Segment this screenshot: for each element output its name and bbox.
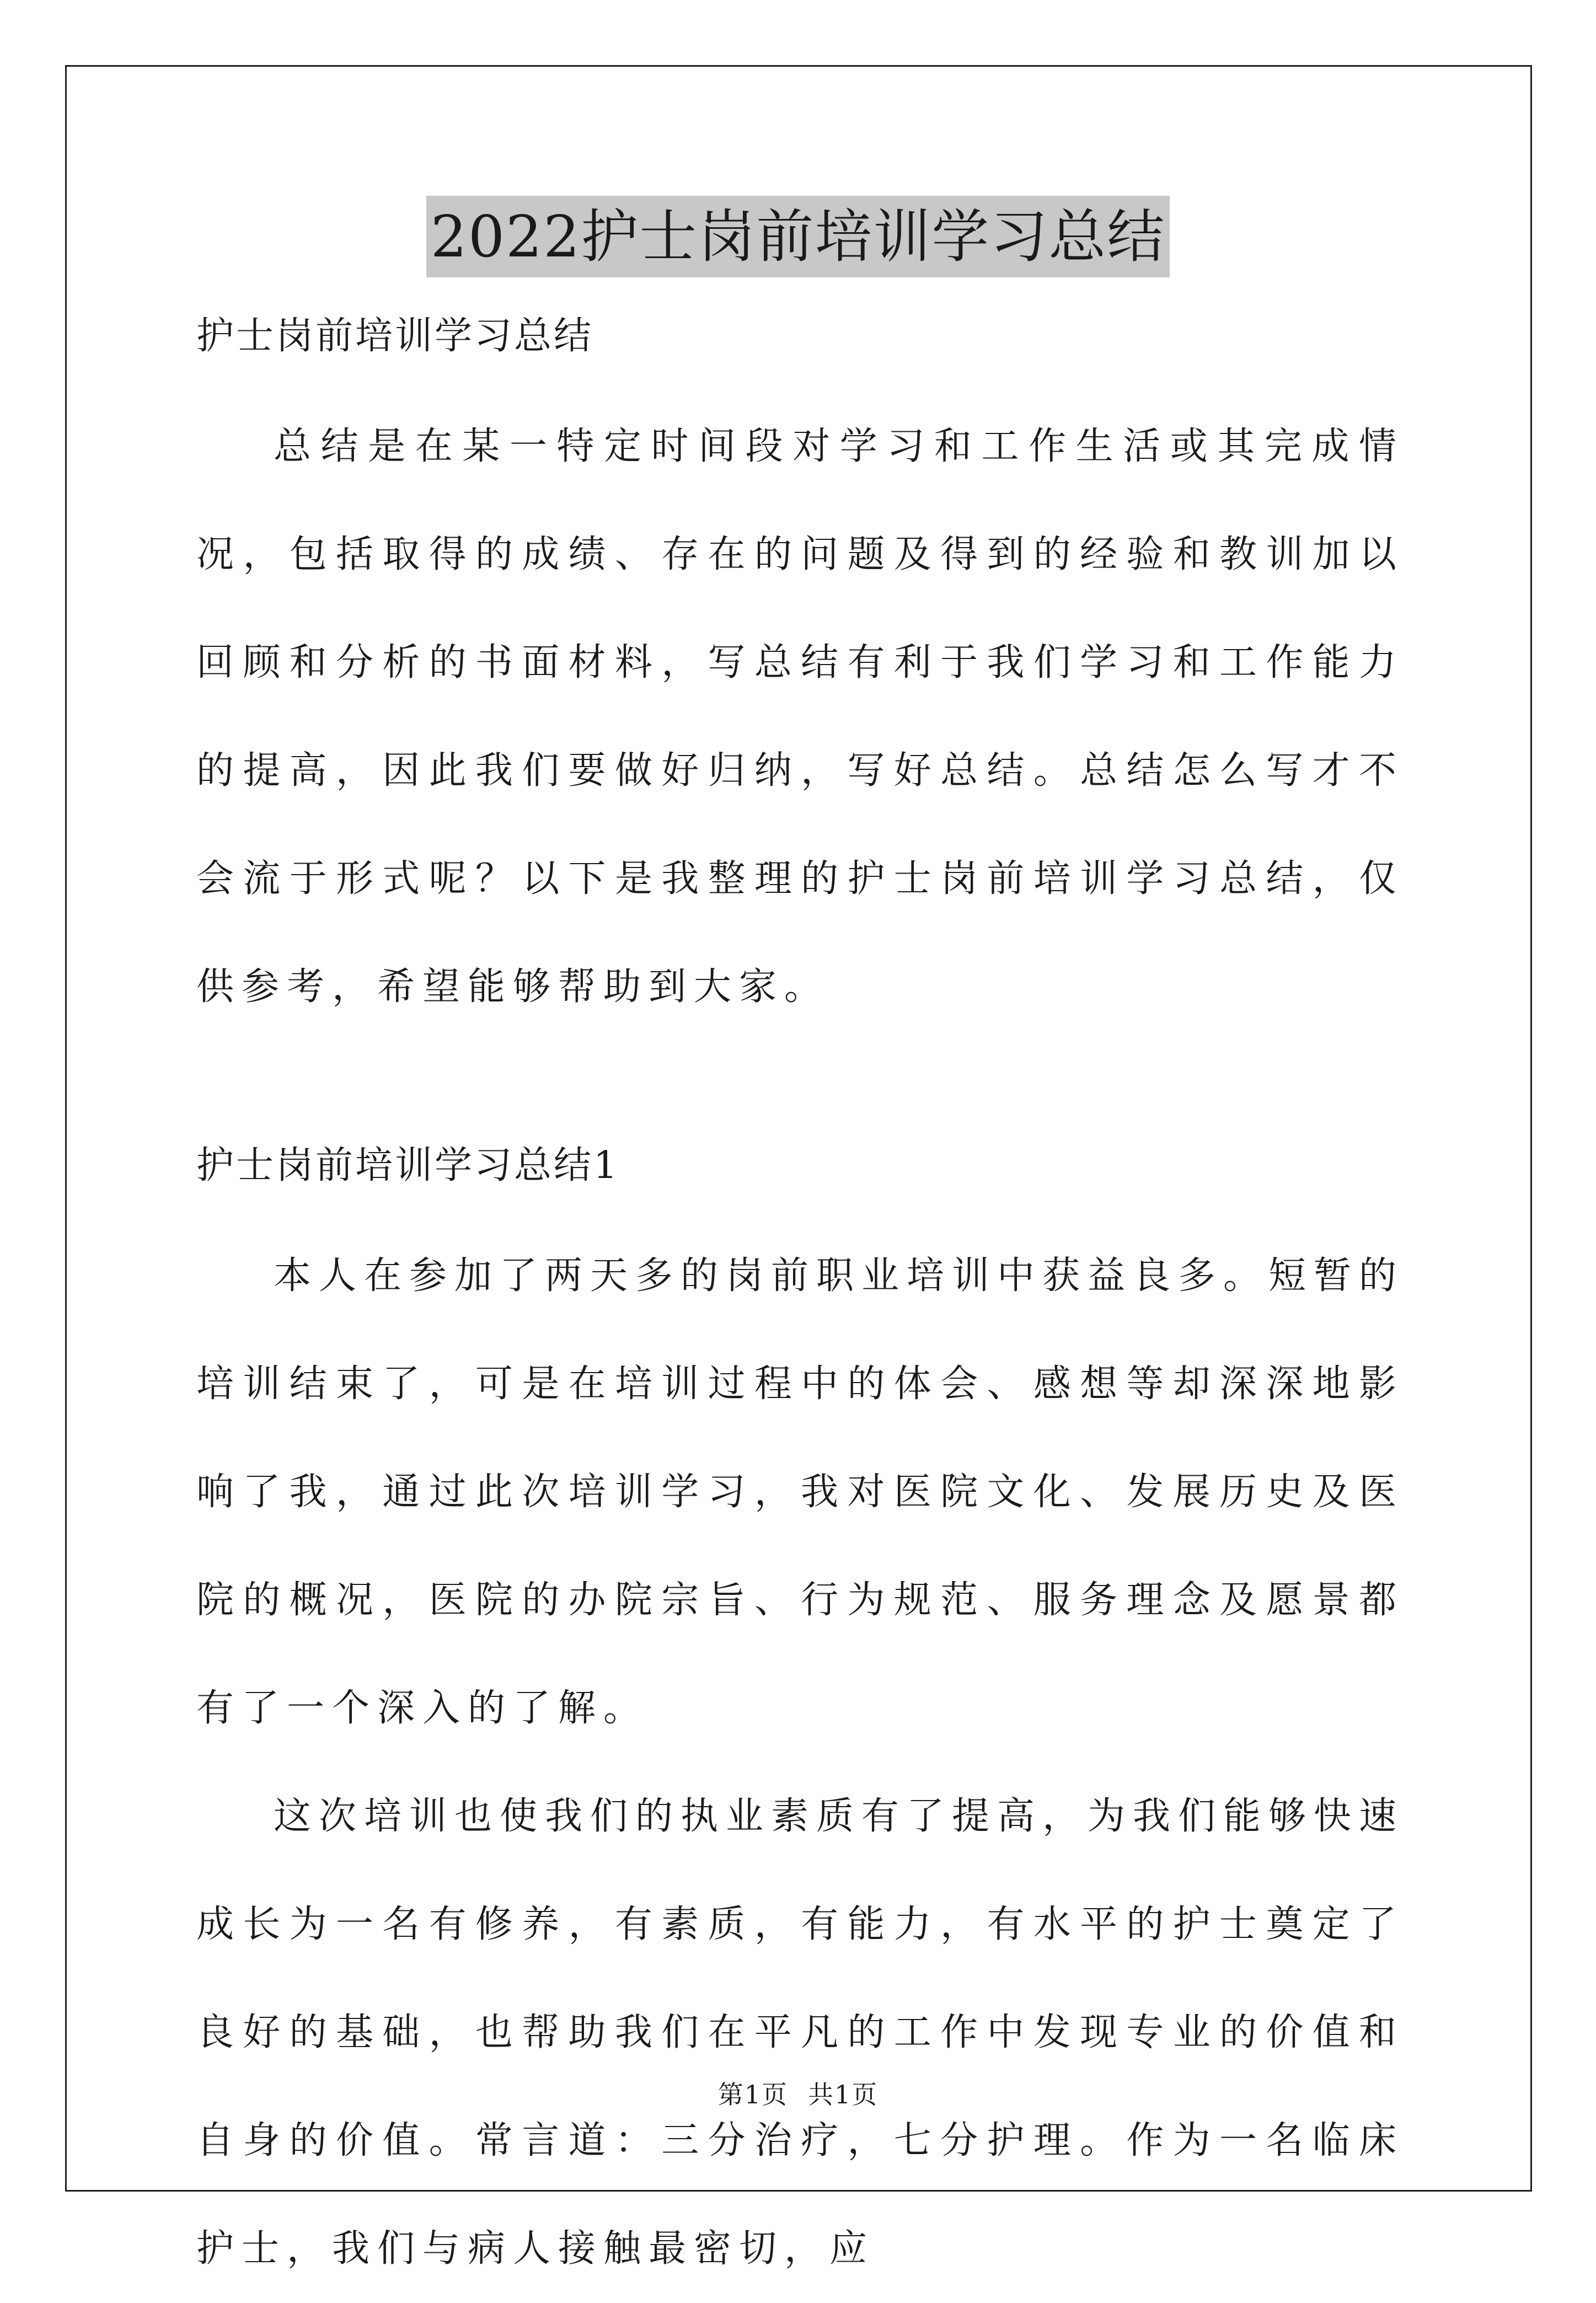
paragraph: 这次培训也使我们的执业素质有了提高，为我们能够快速成长为一名有修养，有素质，有能力，有水平的护士奠定了良好的基础，也帮助我们在平凡的工作中发现专业的价值和自身的价值。常言道：三分治疗，七分护理。作为一名临床护士，我们与病人接触最密切，应 — [196, 1795, 1405, 2270]
title-container — [0, 196, 1596, 277]
paragraph: 本人在参加了两天多的岗前职业培训中获益良多。短暂的培训结束了，可是在培训过程中的体会、感想等却深深地影响了我，通过此次培训学习，我对医院文化、发展历史及医院的概况，医院的办院宗旨、行为规范、服务理念及愿景都有了一个深入的了解。 — [196, 1254, 1405, 1730]
page-total: 共1页 — [808, 2080, 879, 2109]
document-body — [196, 309, 1404, 2303]
document-title: 2022护士岗前培训学习总结 — [426, 196, 1170, 277]
page-footer — [0, 2078, 1596, 2111]
paragraph: 总结是在某一特定时间段对学习和工作生活或其完成情况，包括取得的成绩、存在的问题及得到的经验和教训加以回顾和分析的书面材料，写总结有利于我们学习和工作能力的提高，因此我们要做好归纳，写好总结。总结怎么写才不会流于形式呢？以下是我整理的护士岗前培训学习总结，仅供参考，希望能够帮助到大家。 — [196, 425, 1404, 1009]
section-heading: 护士岗前培训学习总结1 — [196, 1144, 620, 1187]
page-number: 第1页 — [717, 2080, 788, 2109]
section-heading: 护士岗前培训学习总结 — [196, 314, 594, 358]
